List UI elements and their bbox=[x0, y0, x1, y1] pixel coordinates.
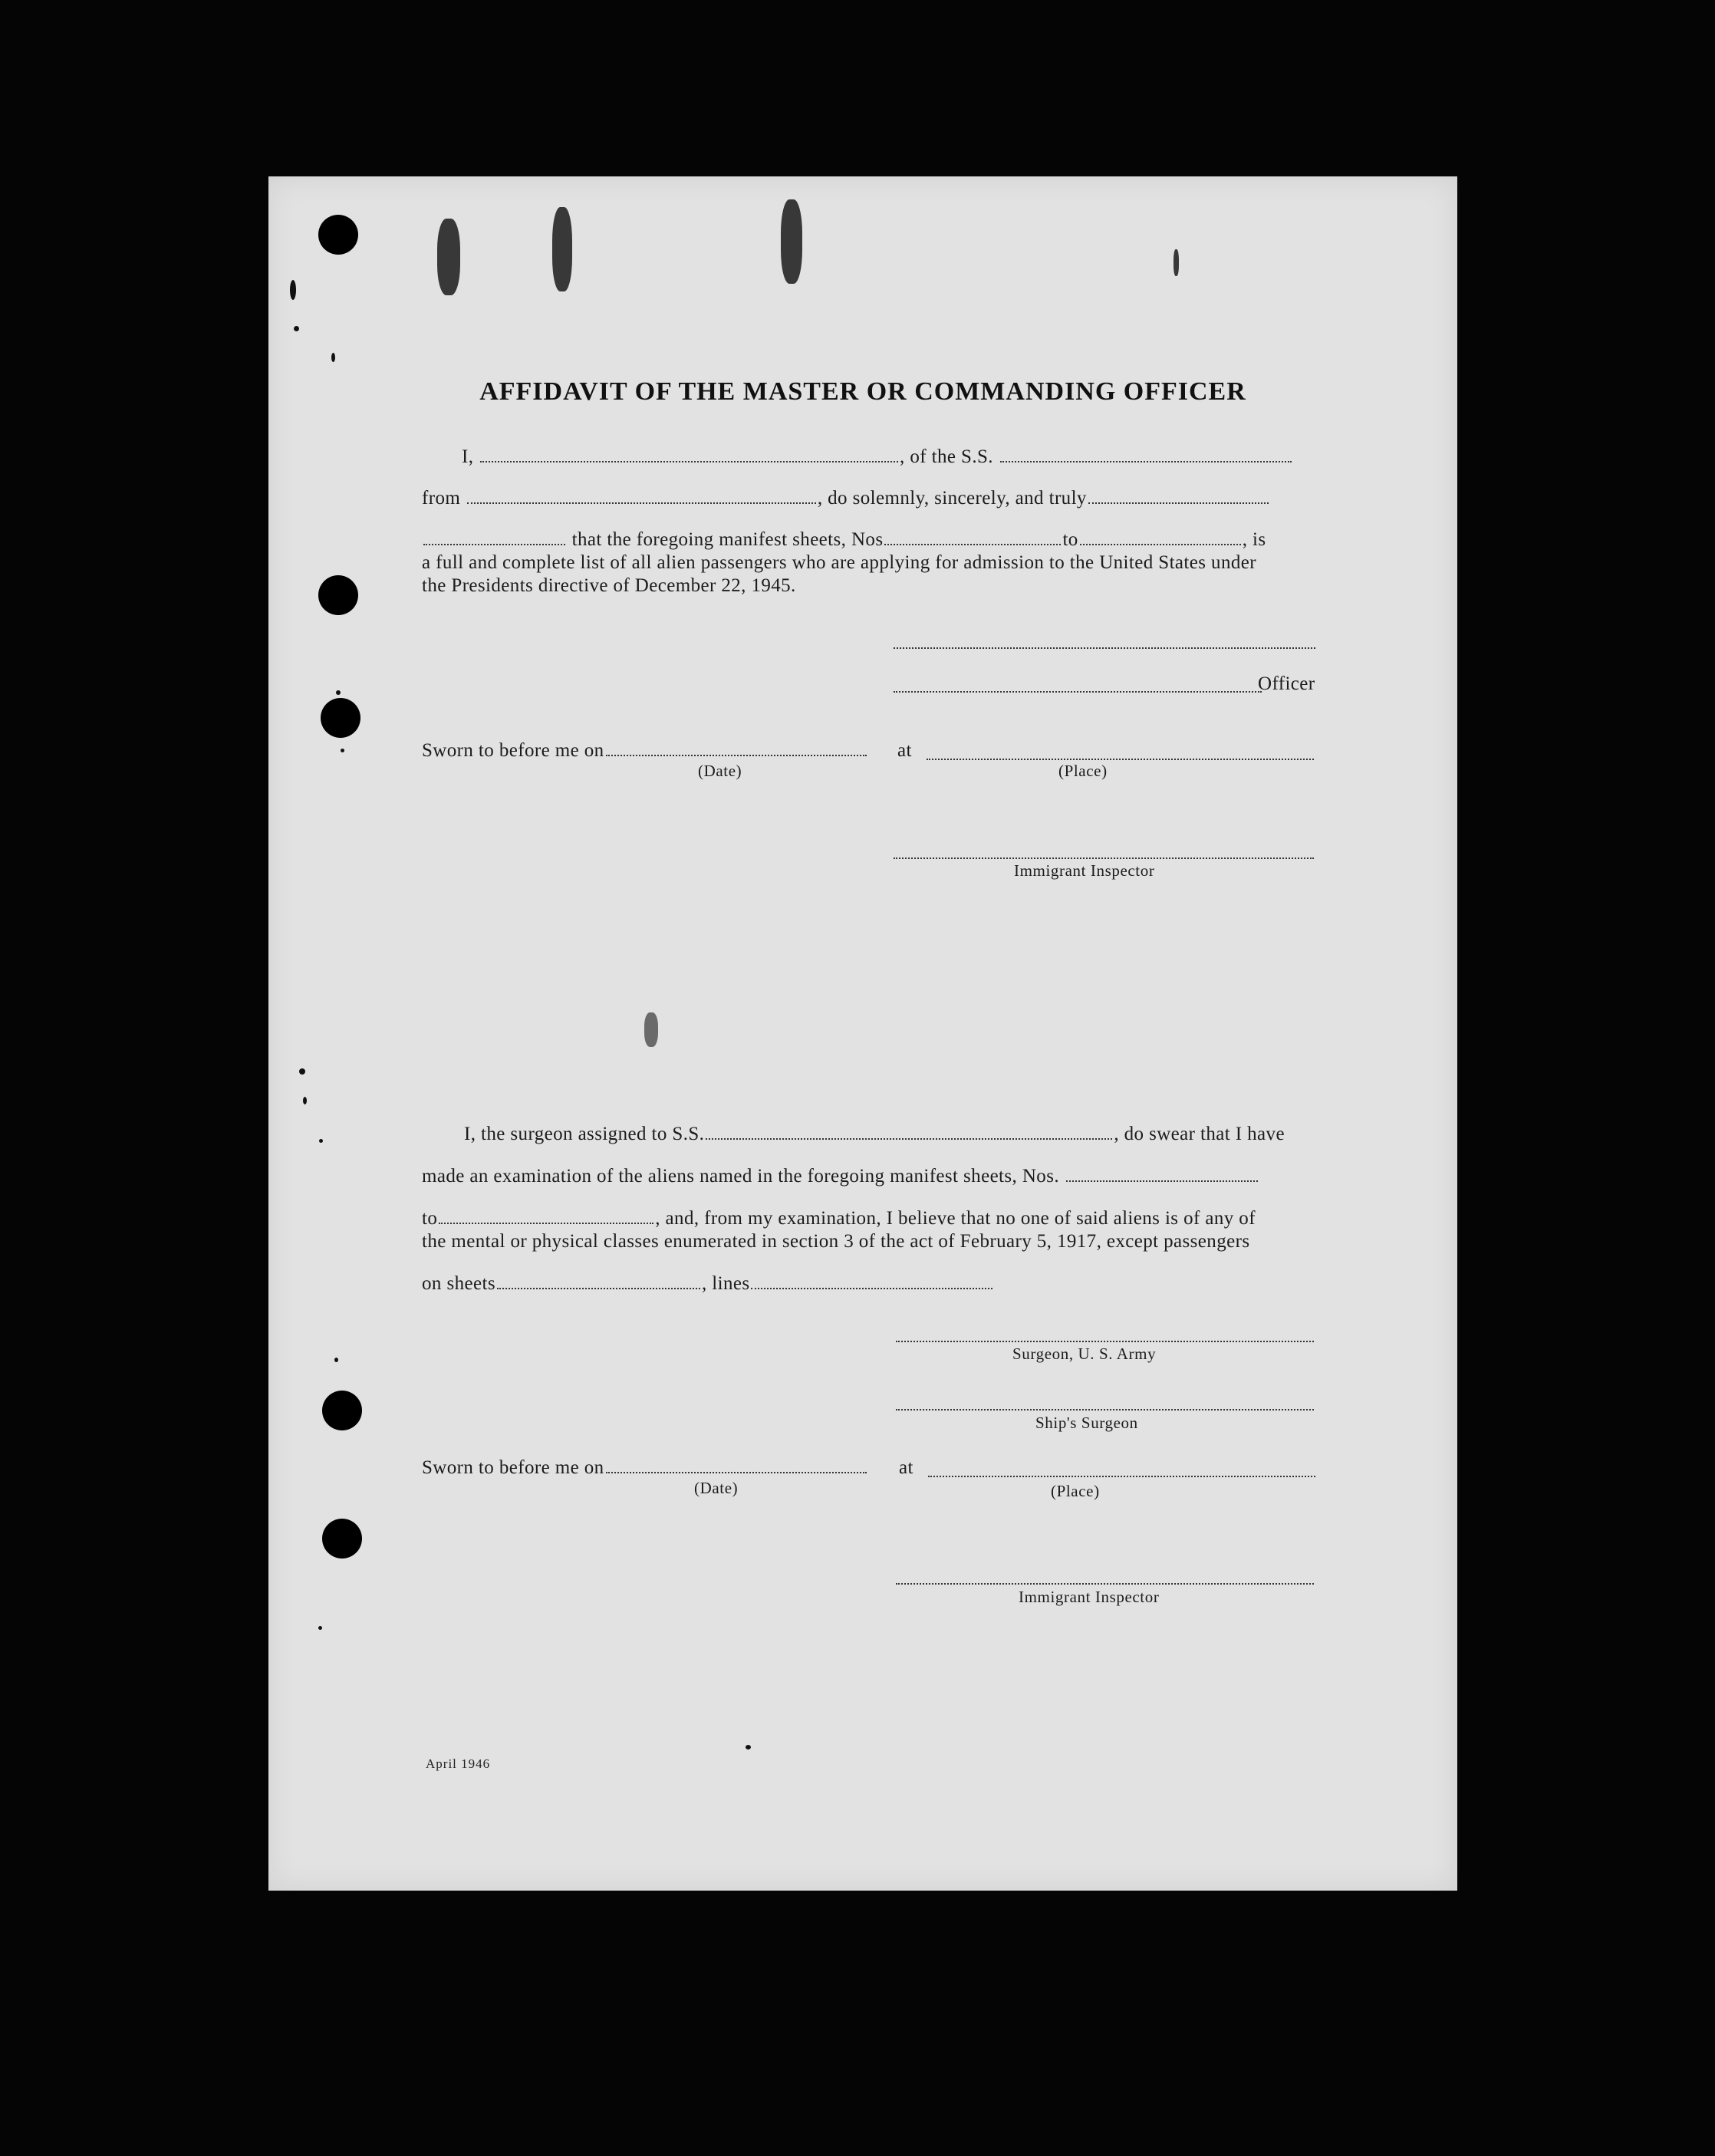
i-label: I, bbox=[462, 446, 474, 467]
army-surgeon-signature-line[interactable] bbox=[896, 1340, 1314, 1342]
page-title: AFFIDAVIT OF THE MASTER OR COMMANDING OFFICER bbox=[479, 377, 1246, 406]
lines-label: , lines bbox=[701, 1273, 750, 1294]
sworn-date-field[interactable] bbox=[606, 754, 867, 756]
examination-label: made an examination of the aliens named in the foregoing manifest sheets, Nos. bbox=[422, 1166, 1059, 1187]
ink-smudge bbox=[644, 1012, 658, 1047]
punch-hole bbox=[322, 1519, 362, 1559]
surgeon-line-3 bbox=[422, 1208, 1256, 1229]
sworn-place-field[interactable] bbox=[927, 758, 1314, 760]
master-line-2 bbox=[422, 488, 1270, 509]
ship-surgeon-caption: Ship's Surgeon bbox=[1035, 1414, 1138, 1432]
ink-smudge bbox=[437, 219, 460, 295]
surgeon-at-label: at bbox=[899, 1457, 913, 1478]
surgeon-line-1 bbox=[464, 1124, 1285, 1145]
surgeon-sworn-line bbox=[422, 1457, 868, 1479]
speck bbox=[299, 1068, 305, 1075]
signature-line[interactable] bbox=[894, 647, 1315, 649]
lines-field[interactable] bbox=[751, 1287, 992, 1289]
surgeon-sworn-place-field[interactable] bbox=[928, 1475, 1315, 1477]
document-page bbox=[268, 176, 1457, 1891]
nos-from-field[interactable] bbox=[884, 543, 1061, 545]
speck bbox=[341, 749, 344, 752]
punch-hole bbox=[322, 1391, 362, 1430]
officer-label: Officer bbox=[1258, 673, 1315, 694]
surgeon-sworn-label: Sworn to before me on bbox=[422, 1457, 604, 1478]
speck bbox=[290, 280, 296, 300]
to-label: to bbox=[1062, 529, 1078, 550]
ink-smudge bbox=[781, 199, 802, 284]
master-line-3 bbox=[422, 529, 1266, 551]
sworn-label: Sworn to before me on bbox=[422, 740, 604, 761]
speck bbox=[319, 1139, 323, 1143]
surgeon-line-5 bbox=[422, 1273, 994, 1295]
punch-hole bbox=[321, 698, 360, 738]
ink-smudge bbox=[1174, 249, 1179, 276]
ink-smudge bbox=[552, 207, 572, 291]
surgeon-date-caption: (Date) bbox=[694, 1479, 739, 1497]
master-line-4: a full and complete list of all alien passengers who are applying for admission to the United States under bbox=[422, 552, 1256, 573]
speck bbox=[318, 1626, 322, 1630]
punch-hole bbox=[318, 215, 358, 255]
surgeon-to-label: to bbox=[422, 1208, 438, 1229]
on-sheets-label: on sheets bbox=[422, 1273, 495, 1294]
speck bbox=[336, 690, 341, 695]
surgeon-intro-label: I, the surgeon assigned to S.S. bbox=[464, 1124, 705, 1144]
foregoing-label: that the foregoing manifest sheets, Nos bbox=[571, 529, 884, 550]
surgeon-ship-field[interactable] bbox=[706, 1137, 1112, 1140]
officer-signature-line[interactable] bbox=[894, 690, 1262, 693]
from-label: from bbox=[422, 488, 461, 509]
master-line-5: the Presidents directive of December 22, 1945. bbox=[422, 575, 796, 596]
army-surgeon-caption: Surgeon, U. S. Army bbox=[1012, 1345, 1157, 1363]
surgeon-to-field[interactable] bbox=[439, 1222, 653, 1224]
oath-field[interactable] bbox=[423, 543, 565, 545]
surgeon-nos-field[interactable] bbox=[1066, 1180, 1258, 1182]
surgeon-inspector-signature-line[interactable] bbox=[896, 1582, 1314, 1585]
speck bbox=[334, 1358, 338, 1362]
from-field[interactable] bbox=[467, 502, 816, 504]
inspector-signature-line[interactable] bbox=[894, 857, 1314, 859]
form-date: April 1946 bbox=[426, 1756, 491, 1771]
ship-name-field[interactable] bbox=[1000, 460, 1292, 462]
place-caption: (Place) bbox=[1058, 762, 1108, 780]
sworn-line bbox=[422, 740, 868, 762]
master-line-1 bbox=[462, 446, 1293, 468]
surgeon-place-caption: (Place) bbox=[1051, 1482, 1100, 1500]
surgeon-line-2 bbox=[422, 1166, 1259, 1187]
belief-label: , and, from my examination, I believe that no one of said aliens is of any of bbox=[655, 1208, 1256, 1229]
punch-hole bbox=[318, 575, 358, 615]
name-field[interactable] bbox=[480, 460, 898, 462]
swear-label: , do swear that I have bbox=[1114, 1124, 1285, 1144]
sheets-field[interactable] bbox=[497, 1287, 700, 1289]
inspector-caption: Immigrant Inspector bbox=[1014, 861, 1155, 880]
speck bbox=[331, 353, 335, 362]
surgeon-line-4: the mental or physical classes enumerated in section 3 of the act of February 5, 1917, except passengers bbox=[422, 1231, 1250, 1252]
of-ss-label: , of the S.S. bbox=[900, 446, 993, 467]
speck bbox=[746, 1745, 751, 1749]
solemnly-label: , do solemnly, sincerely, and truly bbox=[817, 488, 1087, 509]
sworn-manner-field[interactable] bbox=[1088, 502, 1269, 504]
speck bbox=[303, 1097, 307, 1104]
is-label: , is bbox=[1242, 529, 1266, 550]
ship-surgeon-signature-line[interactable] bbox=[896, 1408, 1314, 1410]
at-label: at bbox=[897, 740, 912, 761]
surgeon-inspector-caption: Immigrant Inspector bbox=[1019, 1588, 1160, 1606]
surgeon-sworn-date-field[interactable] bbox=[606, 1471, 867, 1473]
date-caption: (Date) bbox=[698, 762, 742, 780]
speck bbox=[294, 326, 299, 331]
nos-to-field[interactable] bbox=[1080, 543, 1241, 545]
